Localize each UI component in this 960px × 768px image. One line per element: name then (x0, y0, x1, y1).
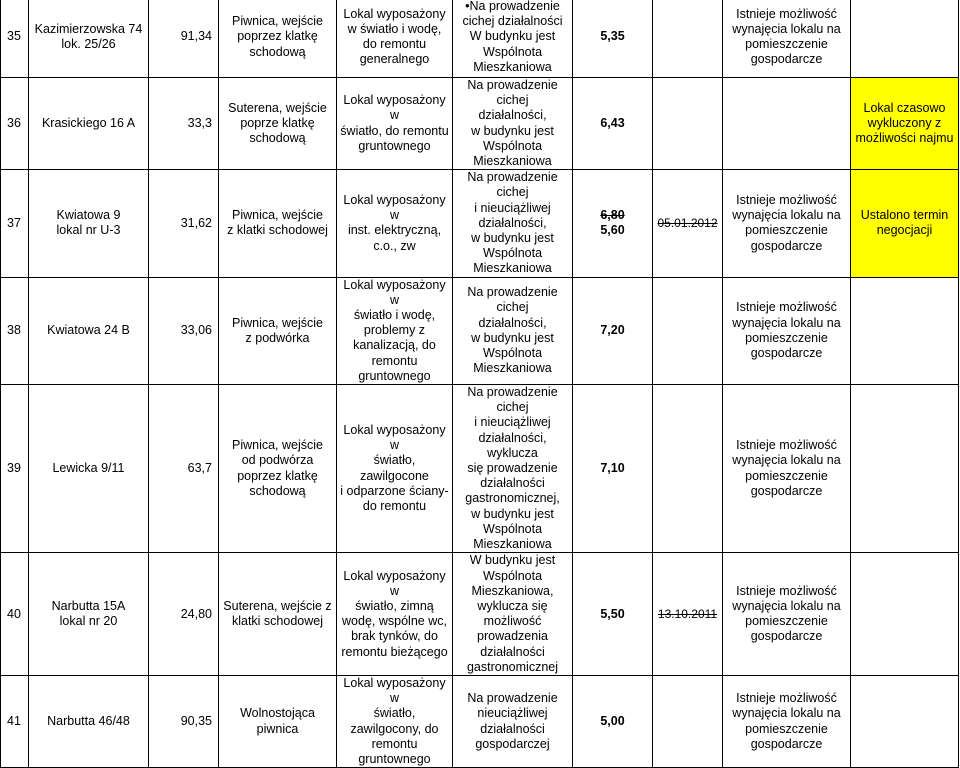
entrance-cell: Piwnica, wejście od podwórza poprzez klatkę schodową (219, 385, 337, 553)
entrance-cell: Suterena, wejście z klatki schodowej (219, 553, 337, 676)
restriction-cell: Na prowadzenie cichej działalności, w budynku jest Wspólnota Mieszkaniowa (453, 277, 573, 384)
address-cell: Lewicka 9/11 (29, 385, 149, 553)
note-cell (851, 0, 959, 78)
row-number: 41 (1, 675, 29, 767)
rate-cell: 7,20 (573, 277, 653, 384)
date-cell (653, 385, 723, 553)
note-cell (851, 675, 959, 767)
entrance-cell: Piwnica, wejście poprzez klatkę schodową (219, 0, 337, 78)
area-cell: 90,35 (149, 675, 219, 767)
row-number: 39 (1, 385, 29, 553)
condition-cell: Lokal wyposażony w światło, zawilgocone i odparzone ściany- do remontu (337, 385, 453, 553)
address-cell: Krasickiego 16 A (29, 78, 149, 170)
row-number: 38 (1, 277, 29, 384)
area-cell: 33,3 (149, 78, 219, 170)
table-row (1, 675, 959, 767)
address-cell: Narbutta 15A lokal nr 20 (29, 553, 149, 676)
date-cell: 05.01.2012 (653, 170, 723, 277)
area-cell: 31,62 (149, 170, 219, 277)
date-cell (653, 675, 723, 767)
restriction-cell: Na prowadzenie nieuciążliwej działalności gospodarczej (453, 675, 573, 767)
rate-cell: 5,35 (573, 0, 653, 78)
purpose-cell: Istnieje możliwość wynajęcia lokalu na pomieszczenie gospodarcze (723, 553, 851, 676)
restriction-cell: Na prowadzenie cichej i nieuciążliwej działalności, w budynku jest Wspólnota Mieszkaniowa (453, 170, 573, 277)
note-cell (851, 277, 959, 384)
condition-cell: Lokal wyposażony w światło, zimną wodę, wspólne wc, brak tynków, do remontu bieżącego (337, 553, 453, 676)
rate-cell: 6,43 (573, 78, 653, 170)
rate-cell: 5,00 (573, 675, 653, 767)
row-number: 40 (1, 553, 29, 676)
restriction-cell (453, 0, 573, 78)
row-number: 37 (1, 170, 29, 277)
note-cell: Lokal czasowo wykluczony z możliwości najmu (851, 78, 959, 170)
purpose-cell: Istnieje możliwość wynajęcia lokalu na pomieszczenie gospodarcze (723, 0, 851, 78)
rate-cell: 7,10 (573, 385, 653, 553)
date-cell (653, 78, 723, 170)
new-rate: 5,60 (600, 223, 625, 238)
restriction-cell: W budynku jest Wspólnota Mieszkaniowa, wyklucza się możliwość prowadzenia działalności gastronomicznej (453, 553, 573, 676)
table-row (1, 170, 959, 277)
address-cell: Kazimierzowska 74 lok. 25/26 (29, 0, 149, 78)
condition-cell: Lokal wyposażony w światło, zawilgocony, do remontu gruntownego (337, 675, 453, 767)
row-number: 35 (1, 0, 29, 78)
rate-cell: 5,50 (573, 553, 653, 676)
entrance-cell: Suterena, wejście poprze klatkę schodową (219, 78, 337, 170)
rate-cell (573, 170, 653, 277)
table-row (1, 553, 959, 676)
table-row (1, 78, 959, 170)
row-number: 36 (1, 78, 29, 170)
entrance-cell: Piwnica, wejście z podwórka (219, 277, 337, 384)
address-cell: Narbutta 46/48 (29, 675, 149, 767)
purpose-cell: Istnieje możliwość wynajęcia lokalu na pomieszczenie gospodarcze (723, 675, 851, 767)
purpose-cell: Istnieje możliwość wynajęcia lokalu na pomieszczenie gospodarcze (723, 277, 851, 384)
date-cell: 13.10.2011 (653, 553, 723, 676)
restriction-cell: Na prowadzenie cichej działalności, w budynku jest Wspólnota Mieszkaniowa (453, 78, 573, 170)
address-cell: Kwiatowa 9 lokal nr U-3 (29, 170, 149, 277)
restriction-cell: Na prowadzenie cichej i nieuciążliwej działalności, wyklucza się prowadzenie działalności gastronomicznej, w budynku jest Wspólnota Mieszkaniowa (453, 385, 573, 553)
note-cell (851, 553, 959, 676)
area-cell: 63,7 (149, 385, 219, 553)
area-cell: 33,06 (149, 277, 219, 384)
address-cell: Kwiatowa 24 B (29, 277, 149, 384)
purpose-cell: Istnieje możliwość wynajęcia lokalu na pomieszczenie gospodarcze (723, 385, 851, 553)
date-cell (653, 277, 723, 384)
restriction-text: • Na prowadzenie cichej działalności W budynku jest Wspólnota Mieszkaniowa (462, 0, 562, 74)
condition-cell: Lokal wyposażony w światło i wodę, do remontu generalnego (337, 0, 453, 78)
area-cell: 24,80 (149, 553, 219, 676)
date-cell (653, 0, 723, 78)
condition-cell: Lokal wyposażony w inst. elektryczną, c.o., zw (337, 170, 453, 277)
table-row (1, 277, 959, 384)
table-row (1, 385, 959, 553)
condition-cell: Lokal wyposażony w światło i wodę, problemy z kanalizacją, do remontu gruntownego (337, 277, 453, 384)
entrance-cell: Wolnostojąca piwnica (219, 675, 337, 767)
note-cell (851, 385, 959, 553)
purpose-cell (723, 78, 851, 170)
table-row (1, 0, 959, 78)
note-cell: Ustalono termin negocjacji (851, 170, 959, 277)
entrance-cell: Piwnica, wejście z klatki schodowej (219, 170, 337, 277)
old-rate: 6,80 (600, 208, 625, 223)
purpose-cell: Istnieje możliwość wynajęcia lokalu na pomieszczenie gospodarcze (723, 170, 851, 277)
area-cell: 91,34 (149, 0, 219, 78)
condition-cell: Lokal wyposażony w światło, do remontu gruntownego (337, 78, 453, 170)
